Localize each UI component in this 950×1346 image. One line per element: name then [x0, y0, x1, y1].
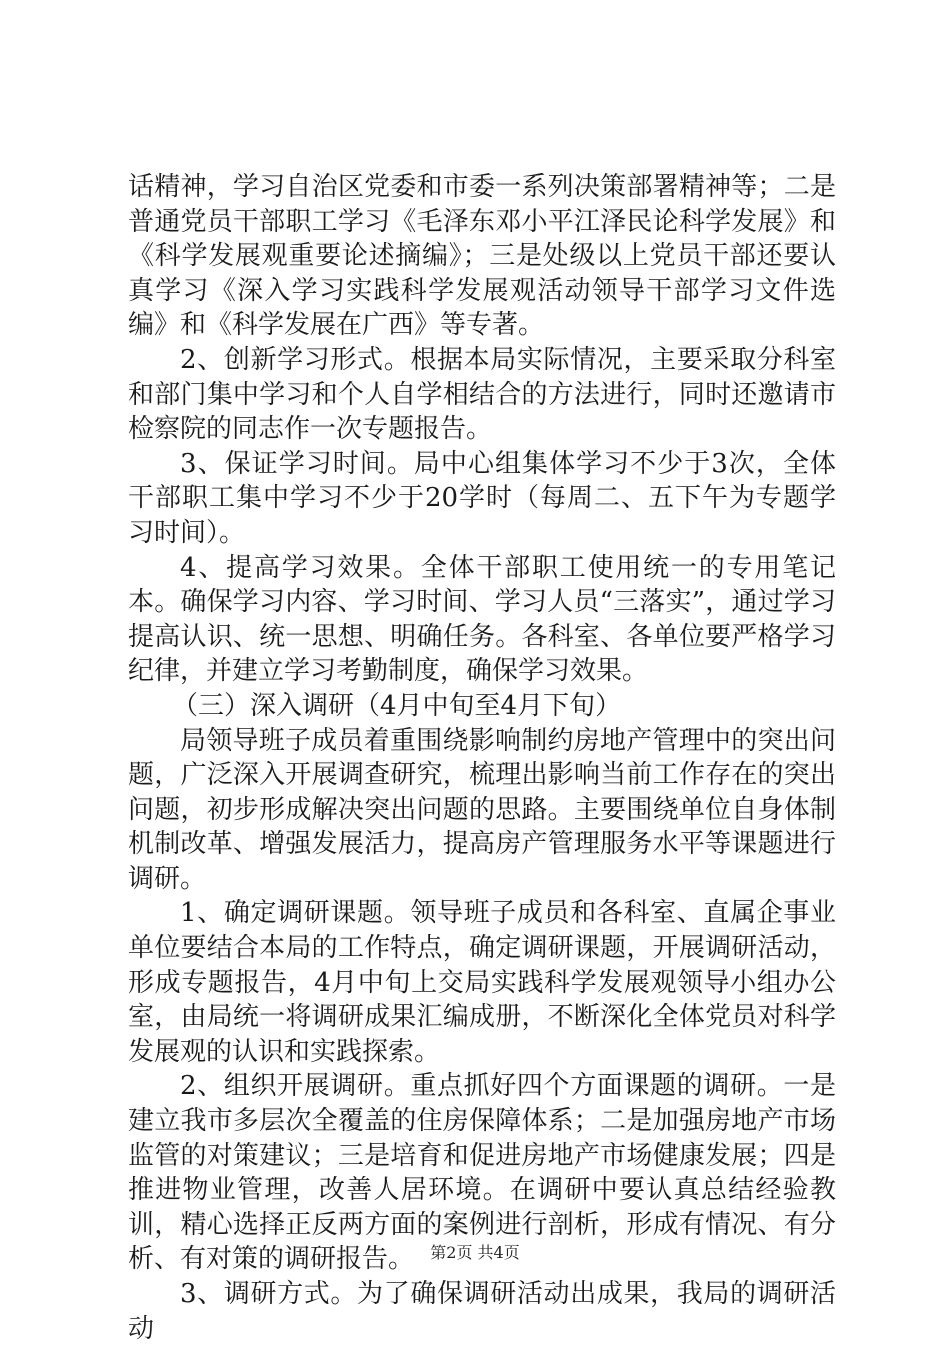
document-body [128, 170, 836, 1346]
page-footer: 第2页 共4页 [430, 1243, 520, 1262]
section-heading: （三）深入调研（4月中旬至4月下旬） [172, 690, 622, 721]
paragraph-item-1: 1、确定调研课题。领导班子成员和各科室、直属企事业单位要结合本局的工作特点，确定调研课题，开展调研活动，形成专题报告，4月中旬上交局实践科学发展观领导小组办公室，由局统一将调研成果汇编成册，不断深化全体党员对科学发展观的认识和实践探索。 [128, 898, 836, 1067]
paragraph-item-2b: 2、组织开展调研。重点抓好四个方面课题的调研。一是建立我市多层次全覆盖的住房保障体系；二是加强房地产市场监管的对策建议；三是培育和促进房地产市场健康发展；四是推进物业管理，改善人居环境。在调研中要认真总结经验教训，精心选择正反两方面的案例进行剖析，形成有情况、有分析、有对策的调研报告。 [128, 1071, 836, 1275]
paragraph-item-3b: 3、调研方式。为了确保调研活动出成果，我局的调研活动 [128, 1279, 836, 1344]
paragraph-item-4: 4、提高学习效果。全体干部职工使用统一的专用笔记本。确保学习内容、学习时间、学习人员“三落实”，通过学习提高认识、统一思想、明确任务。各科室、各单位要严格学习纪律，并建立学习考勤制度，确保学习效果。 [128, 552, 836, 687]
paragraph-item-2: 2、创新学习形式。根据本局实际情况，主要采取分科室和部门集中学习和个人自学相结合的方法进行，同时还邀请市检察院的同志作一次专题报告。 [128, 344, 836, 445]
paragraph-intro: 局领导班子成员着重围绕影响制约房地产管理中的突出问题，广泛深入开展调查研究，梳理出影响当前工作存在的突出问题，初步形成解决突出问题的思路。主要围绕单位自身体制机制改革、增强发展活力，提高房产管理服务水平等课题进行调研。 [128, 725, 836, 894]
paragraph-item-3: 3、保证学习时间。局中心组集体学习不少于3次，全体干部职工集中学习不少于20学时（每周二、五下午为专题学习时间）。 [128, 448, 836, 548]
paragraph-continued: 话精神，学习自治区党委和市委一系列决策部署精神等；二是普通党员干部职工学习《毛泽东邓小平江泽民论科学发展》和《科学发展观重要论述摘编》；三是处级以上党员干部还要认真学习《深入学习实践科学发展观活动领导干部学习文件选编》和《科学发展在广西》等专著。 [128, 172, 836, 341]
